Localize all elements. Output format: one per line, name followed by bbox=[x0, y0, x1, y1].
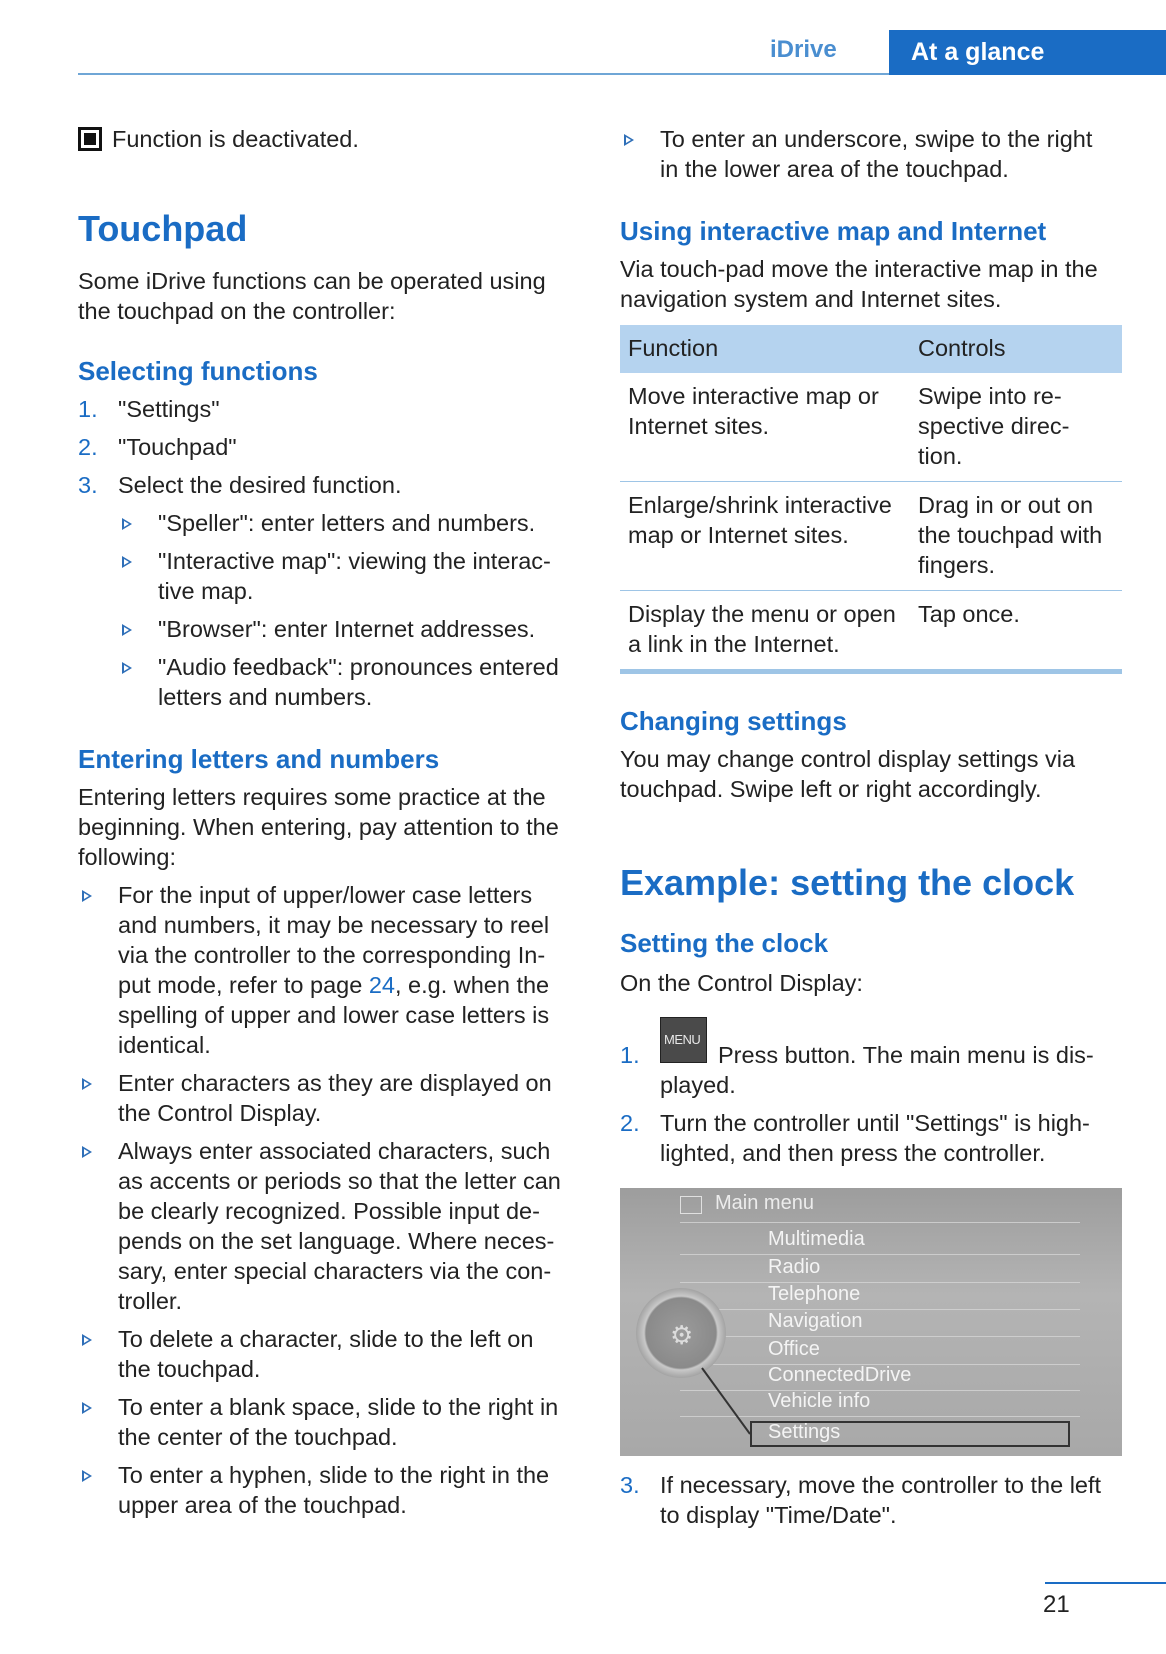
bullet-text: put mode, refer to page bbox=[118, 972, 369, 998]
touchpad-intro-2: the touchpad on the controller: bbox=[78, 298, 396, 324]
example-intro: On the Control Display: bbox=[620, 970, 863, 996]
main-menu-screenshot bbox=[620, 1188, 1122, 1456]
menu-button-label: MENU bbox=[664, 1032, 701, 1047]
bullet-text: troller. bbox=[118, 1288, 182, 1314]
step-text: lighted, and then press the controller. bbox=[660, 1140, 1046, 1166]
touchpad-intro-1: Some iDrive functions can be operated using bbox=[78, 268, 546, 294]
bullet-text: , e.g. when the bbox=[394, 972, 550, 998]
step-number: 1. bbox=[78, 396, 98, 422]
bullet-triangle-icon bbox=[82, 1470, 92, 1482]
bullet-text: "Interactive map": viewing the interac- bbox=[158, 548, 551, 574]
selecting-title: Selecting functions bbox=[78, 356, 318, 386]
menu-item: Multimedia bbox=[768, 1228, 865, 1250]
screen-title: Main menu bbox=[715, 1192, 814, 1214]
bullet-text: pends on the set language. Where neces- bbox=[118, 1228, 555, 1254]
step-text: "Touchpad" bbox=[118, 434, 237, 460]
step-text: played. bbox=[660, 1072, 736, 1098]
bullet-triangle-icon bbox=[82, 1334, 92, 1346]
table-header-function: Function bbox=[628, 335, 719, 361]
menu-item: Navigation bbox=[768, 1310, 863, 1332]
bullet-triangle-icon bbox=[82, 1078, 92, 1090]
table-cell: Move interactive map or bbox=[628, 383, 879, 409]
table-cell: Swipe into re- bbox=[918, 383, 1062, 409]
bullet-text: letters and numbers. bbox=[158, 684, 373, 710]
table-divider bbox=[620, 590, 1122, 591]
table-cell: tion. bbox=[918, 443, 963, 469]
example-subtitle: Setting the clock bbox=[620, 928, 829, 958]
entering-intro: following: bbox=[78, 844, 176, 870]
bullet-text: identical. bbox=[118, 1032, 211, 1058]
menu-item-selected: Settings bbox=[768, 1421, 841, 1443]
bullet-text: via the controller to the corresponding In- bbox=[118, 942, 546, 968]
changing-text: touchpad. Swipe left or right accordingly. bbox=[620, 776, 1042, 802]
bullet-text: in the lower area of the touchpad. bbox=[660, 156, 1009, 182]
deactivated-note: Function is deactivated. bbox=[112, 126, 359, 152]
example-title: Example: setting the clock bbox=[620, 862, 1075, 903]
table-cell: map or Internet sites. bbox=[628, 522, 849, 548]
bullet-text: the Control Display. bbox=[118, 1100, 322, 1126]
table-cell: Drag in or out on bbox=[918, 492, 1094, 518]
bullet-text: sary, enter special characters via the con- bbox=[118, 1258, 552, 1284]
step-text: Turn the controller until "Settings" is high- bbox=[660, 1110, 1090, 1136]
changing-text: You may change control display settings via bbox=[620, 746, 1076, 772]
menu-button-icon bbox=[660, 1017, 707, 1063]
table-cell: a link in the Internet. bbox=[628, 631, 840, 657]
bullet-text: "Audio feedback": pronounces entered bbox=[158, 654, 559, 680]
table-cell: Display the menu or open bbox=[628, 601, 896, 627]
header-section: iDrive bbox=[770, 36, 837, 63]
map-intro: Via touch-pad move the interactive map in the bbox=[620, 256, 1098, 282]
step-number: 1. bbox=[620, 1042, 640, 1068]
bullet-text: To enter a blank space, slide to the right in bbox=[118, 1394, 559, 1420]
entering-intro: Entering letters requires some practice at the bbox=[78, 784, 546, 810]
menu-item: Office bbox=[768, 1338, 820, 1360]
bullet-text: To enter a hyphen, slide to the right in the bbox=[118, 1462, 550, 1488]
header-tab bbox=[889, 30, 1166, 75]
touchpad-title: Touchpad bbox=[78, 208, 248, 249]
bullet-text: For the input of upper/lower case letters bbox=[118, 882, 533, 908]
table-cell: spective direc- bbox=[918, 413, 1070, 439]
page-number-rule bbox=[1045, 1582, 1166, 1584]
bullet-triangle-icon bbox=[122, 662, 132, 674]
bullet-text: "Browser": enter Internet addresses. bbox=[158, 616, 536, 642]
step-number: 2. bbox=[78, 434, 98, 460]
page-24-link[interactable]: 24 bbox=[368, 972, 395, 998]
step-text: Select the desired function. bbox=[118, 472, 402, 498]
table-cell: Internet sites. bbox=[628, 413, 770, 439]
deactivated-square-icon bbox=[78, 127, 102, 151]
table-cell: Enlarge/shrink interactive bbox=[628, 492, 892, 518]
bullet-text: the touchpad. bbox=[118, 1356, 261, 1382]
bullet-text: tive map. bbox=[158, 578, 254, 604]
bullet-text: be clearly recognized. Possible input de- bbox=[118, 1198, 540, 1224]
header-tab-label: At a glance bbox=[911, 38, 1045, 66]
entering-title: Entering letters and numbers bbox=[78, 744, 440, 774]
bullet-triangle-icon bbox=[82, 1402, 92, 1414]
step-text: If necessary, move the controller to the left bbox=[660, 1472, 1102, 1498]
selection-connector bbox=[620, 1188, 1122, 1456]
table-cell: Tap once. bbox=[918, 601, 1020, 627]
step-text: "Settings" bbox=[118, 396, 220, 422]
step-number: 3. bbox=[78, 472, 98, 498]
step-number: 2. bbox=[620, 1110, 640, 1136]
bullet-triangle-icon bbox=[82, 890, 92, 902]
table-cell: fingers. bbox=[918, 552, 996, 578]
bullet-text: the center of the touchpad. bbox=[118, 1424, 398, 1450]
bullet-text: spelling of upper and lower case letters is bbox=[118, 1002, 550, 1028]
step-text: Press button. The main menu is dis- bbox=[718, 1042, 1094, 1068]
bullet-text: as accents or periods so that the letter can bbox=[118, 1168, 561, 1194]
bullet-triangle-icon bbox=[624, 134, 634, 146]
menu-item: ConnectedDrive bbox=[768, 1364, 912, 1386]
bullet-triangle-icon bbox=[122, 624, 132, 636]
table-bottom-rule bbox=[620, 669, 1122, 674]
changing-title: Changing settings bbox=[620, 706, 847, 736]
step-text: to display "Time/Date". bbox=[660, 1502, 897, 1528]
menu-item: Vehicle info bbox=[768, 1390, 871, 1412]
bullet-triangle-icon bbox=[122, 556, 132, 568]
map-intro: navigation system and Internet sites. bbox=[620, 286, 1002, 312]
table-header-controls: Controls bbox=[918, 335, 1006, 361]
table-cell: the touchpad with bbox=[918, 522, 1103, 548]
bullet-text: "Speller": enter letters and numbers. bbox=[158, 510, 536, 536]
step-number: 3. bbox=[620, 1472, 640, 1498]
menu-item: Radio bbox=[768, 1256, 821, 1278]
bullet-text: Enter characters as they are displayed on bbox=[118, 1070, 552, 1096]
bullet-text: and numbers, it may be necessary to reel bbox=[118, 912, 550, 938]
page-number: 21 bbox=[1043, 1591, 1070, 1618]
entering-intro: beginning. When entering, pay attention to the bbox=[78, 814, 559, 840]
bullet-text: To enter an underscore, swipe to the right bbox=[660, 126, 1093, 152]
menu-item: Telephone bbox=[768, 1283, 861, 1305]
bullet-triangle-icon bbox=[82, 1146, 92, 1158]
bullet-text: Always enter associated characters, such bbox=[118, 1138, 551, 1164]
bullet-text-with-link bbox=[118, 970, 549, 1001]
bullet-triangle-icon bbox=[122, 518, 132, 530]
map-title: Using interactive map and Internet bbox=[620, 216, 1047, 246]
table-divider bbox=[620, 481, 1122, 482]
bullet-text: To delete a character, slide to the left on bbox=[118, 1326, 534, 1352]
bullet-text: upper area of the touchpad. bbox=[118, 1492, 407, 1518]
gear-icon: ⚙ bbox=[670, 1320, 694, 1350]
